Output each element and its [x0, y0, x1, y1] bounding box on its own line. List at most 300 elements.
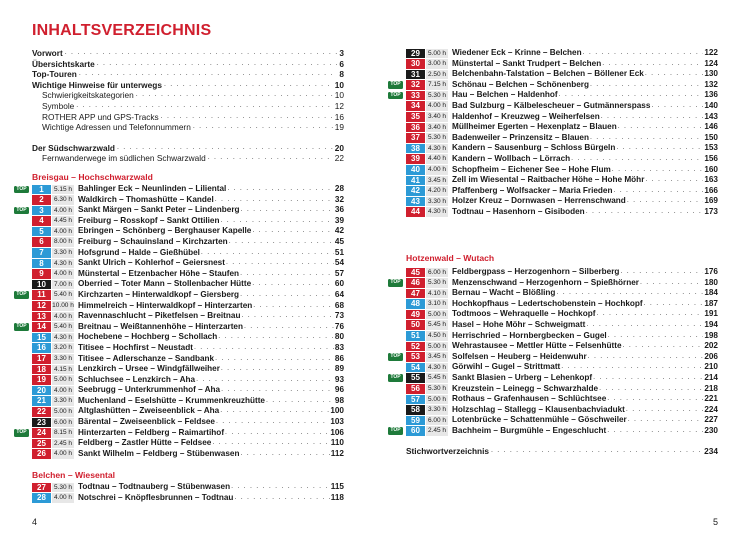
tour-entry[interactable]	[32, 279, 344, 290]
leader-dots	[196, 375, 334, 386]
tour-number: 34	[406, 101, 425, 111]
leader-dots	[240, 449, 329, 460]
tour-duration: 5.00 h	[427, 310, 447, 318]
tour-entry[interactable]	[32, 364, 344, 375]
leader-dots	[221, 364, 334, 375]
leader-dots	[586, 320, 703, 331]
index-label: Stichwortverzeichnis	[406, 446, 489, 456]
tour-name: Breitnau – Weißtannenhöhe – Hinterzarten	[78, 321, 243, 331]
tour-number: 11	[32, 290, 51, 300]
toc-entry[interactable]	[32, 122, 344, 133]
tour-duration: 2.50 h	[427, 70, 447, 78]
tour-number: 32	[406, 80, 425, 90]
page-number-right: 5	[712, 517, 718, 527]
leader-dots	[620, 267, 703, 278]
top-tour-badge: TOP	[388, 92, 403, 100]
leader-dots	[79, 69, 338, 80]
tour-duration: 5.45 h	[427, 374, 447, 382]
tour-duration: 4.30 h	[427, 363, 447, 371]
tour-name: Muchenland – Eselshütte – Krummenkreuzhütte	[78, 395, 265, 405]
tour-number: 30	[406, 59, 425, 69]
tour-entry[interactable]	[406, 331, 718, 342]
tour-number: 5	[32, 227, 51, 237]
toc-entry[interactable]	[32, 80, 344, 91]
tour-entry[interactable]	[32, 258, 344, 269]
tour-name: Todtnau – Hasenhorn – Gisiboden	[452, 206, 585, 216]
tour-duration: 5.30 h	[427, 385, 447, 393]
tour-page: 169	[704, 196, 718, 206]
tour-entry[interactable]	[32, 449, 344, 460]
leader-dots	[583, 48, 704, 59]
section-gap	[32, 133, 344, 143]
tour-page: 98	[334, 395, 344, 405]
tour-name: Todtmoos – Wehraquelle – Hochkopf	[452, 309, 596, 319]
tour-page: 36	[334, 205, 344, 215]
tour-duration: 5.00 h	[427, 49, 447, 57]
tour-entry[interactable]	[406, 133, 718, 144]
tour-number: 21	[32, 396, 51, 406]
tour-page: 60	[334, 279, 344, 289]
tour-name: Kirchzarten – Hinterwaldkopf – Giersberg	[78, 289, 240, 299]
tour-entry[interactable]	[32, 301, 344, 312]
tour-duration: 5.30 h	[427, 279, 447, 287]
tour-entry[interactable]	[32, 311, 344, 322]
tour-entry[interactable]	[16, 321, 344, 333]
tour-entry[interactable]	[406, 405, 718, 416]
tour-number: 52	[406, 342, 425, 352]
tour-entry[interactable]	[406, 101, 718, 112]
tour-entry[interactable]	[32, 385, 344, 396]
top-tour-badge: TOP	[388, 279, 403, 287]
tour-entry[interactable]	[406, 175, 718, 186]
leader-dots	[208, 153, 333, 164]
toc-entry-label: Symbole	[42, 100, 75, 111]
tour-page: 110	[330, 438, 344, 448]
tour-duration: 4.15 h	[53, 365, 73, 373]
top-tour-badge: TOP	[388, 427, 403, 435]
tour-page: 146	[704, 122, 718, 132]
tour-number: 36	[406, 123, 425, 133]
tour-name: Holzer Kreuz – Dornwasen – Herrenschwand	[452, 196, 626, 206]
tour-page: 93	[334, 374, 344, 384]
toc-entry-page: 8	[339, 69, 344, 80]
tour-duration: 3.20 h	[53, 344, 73, 352]
leader-dots	[161, 112, 333, 123]
toc-entry-label: Der Südschwarzwald	[32, 142, 115, 153]
tour-name: Solfelsen – Heuberg – Heidenwuhr	[452, 351, 587, 361]
leader-dots	[65, 48, 338, 59]
tour-number: 51	[406, 331, 425, 341]
leader-dots	[231, 482, 330, 493]
tour-duration: 4.30 h	[427, 208, 447, 216]
tour-entry[interactable]	[406, 122, 718, 133]
tour-entry[interactable]	[390, 277, 718, 289]
toc-entry-page: 22	[334, 153, 344, 164]
tour-number: 53	[406, 352, 425, 362]
tour-entry[interactable]	[32, 406, 344, 417]
tour-number: 7	[32, 248, 51, 258]
leader-dots	[220, 406, 329, 417]
leader-dots	[218, 332, 334, 343]
toc-entry[interactable]	[32, 48, 344, 59]
tour-number: 59	[406, 416, 425, 426]
tour-duration: 4.00 h	[53, 494, 73, 502]
leader-dots	[586, 207, 704, 218]
tour-duration: 4.45 h	[53, 217, 73, 225]
tour-entry[interactable]	[32, 332, 344, 343]
toc-entry-page: 12	[334, 100, 344, 111]
toc-entry-label: Fernwanderwege im südlichen Schwarzwald	[42, 153, 206, 164]
leader-dots	[559, 90, 704, 101]
tour-page: 32	[334, 194, 344, 204]
tour-name: Kandern – Wollbach – Lörrach	[452, 153, 571, 163]
leader-dots	[221, 385, 334, 396]
tour-page: 210	[704, 362, 718, 372]
leader-dots	[612, 165, 704, 176]
tour-duration: 3.45 h	[427, 176, 447, 184]
tour-duration: 5.00 h	[427, 342, 447, 350]
tour-duration: 3.40 h	[427, 123, 447, 131]
tour-page: 57	[334, 268, 344, 278]
tour-name: Herrischried – Hornbergbecken – Gugel	[452, 330, 607, 340]
tour-page: 130	[704, 69, 718, 79]
tour-number: 26	[32, 449, 51, 459]
tour-name: Hochkopfhaus – Ledertschobenstein – Hochkopf	[452, 298, 643, 308]
tour-name: Bachheim – Burgmühle – Engeschlucht	[452, 425, 607, 435]
tour-number: 9	[32, 269, 51, 279]
tour-entry[interactable]	[32, 248, 344, 259]
tour-page: 224	[704, 404, 718, 414]
leader-dots	[607, 394, 703, 405]
tour-duration: 3.30 h	[53, 249, 73, 257]
tour-number: 45	[406, 268, 425, 278]
tour-entry[interactable]	[16, 427, 344, 439]
tour-entry[interactable]	[406, 143, 718, 154]
tour-number: 38	[406, 144, 425, 154]
tour-page: 45	[334, 236, 344, 246]
tour-entry[interactable]	[16, 184, 344, 195]
tour-entry[interactable]	[32, 354, 344, 365]
toc-entry-label: Schwierigkeitskategorien	[42, 90, 134, 101]
tour-page: 103	[330, 417, 344, 427]
tour-page: 140	[704, 100, 718, 110]
tour-page: 173	[704, 206, 718, 216]
tour-name: Lenzkirch – Ursee – Windgfällweiher	[78, 364, 220, 374]
top-tour-badge: TOP	[388, 81, 403, 89]
tour-name: Haldenhof – Kreuzweg – Weiherfelsen	[452, 111, 600, 121]
leader-dots	[556, 288, 703, 299]
tour-page: 80	[334, 332, 344, 342]
tour-page: 118	[330, 492, 344, 502]
leader-dots	[571, 154, 703, 165]
tour-entry[interactable]	[32, 438, 344, 449]
leader-dots	[244, 322, 334, 333]
tour-page: 54	[334, 258, 344, 268]
tour-duration: 4.20 h	[427, 187, 447, 195]
leader-dots	[240, 290, 334, 301]
tour-entry[interactable]	[406, 299, 718, 310]
tour-duration: 5.00 h	[53, 376, 73, 384]
toc-entry[interactable]	[32, 69, 344, 80]
tour-page: 76	[334, 321, 344, 331]
tour-name: Hofsgrund – Halde – Gießhübel	[78, 247, 200, 257]
tour-list-hotzenwald	[390, 267, 718, 437]
tour-duration: 7.00 h	[53, 280, 73, 288]
leader-dots	[227, 184, 334, 195]
tour-entry[interactable]	[406, 154, 718, 165]
tour-page: 68	[334, 300, 344, 310]
tour-entry[interactable]	[16, 205, 344, 216]
tour-entry[interactable]	[390, 79, 718, 91]
tour-page: 206	[704, 351, 718, 361]
tour-name: Kandern – Sausenburg – Schloss Bürgeln	[452, 143, 616, 153]
tour-page: 64	[334, 289, 344, 299]
leader-dots	[221, 216, 334, 227]
tour-number: 22	[32, 407, 51, 417]
tour-number: 24	[32, 428, 51, 438]
tour-entry[interactable]	[406, 415, 718, 426]
tour-entry[interactable]	[390, 351, 718, 363]
tour-entry[interactable]	[32, 216, 344, 227]
toc-entry-page: 6	[339, 58, 344, 69]
tour-number: 40	[406, 165, 425, 175]
tour-entry[interactable]	[32, 237, 344, 248]
tour-name: Todtnau – Todtnauberg – Stübenwasen	[78, 482, 231, 491]
tour-number: 44	[406, 207, 425, 217]
tour-number: 54	[406, 363, 425, 373]
tour-entry[interactable]	[406, 112, 718, 123]
tour-duration: 4.30 h	[427, 144, 447, 152]
tour-page: 132	[704, 79, 718, 89]
tour-duration: 3.00 h	[427, 60, 447, 68]
toc-entry[interactable]	[32, 153, 344, 164]
tour-entry[interactable]	[32, 482, 344, 493]
tour-entry[interactable]	[32, 226, 344, 237]
tour-name: Görwihl – Gugel – Strittmatt	[452, 362, 561, 372]
leader-dots	[561, 362, 703, 373]
tour-page: 96	[334, 385, 344, 395]
leader-dots	[628, 415, 704, 426]
tour-name: Schopfheim – Eichener See – Hohe Flum	[452, 164, 611, 174]
top-tour-badge: TOP	[14, 186, 29, 194]
tour-number: 17	[32, 354, 51, 364]
tour-entry[interactable]	[32, 195, 344, 206]
tour-name: Bahlinger Eck – Neunlinden – Liliental	[78, 184, 227, 193]
tour-name: Münstertal – Sankt Trudpert – Belchen	[452, 58, 602, 68]
tour-number: 14	[32, 322, 51, 332]
tour-number: 39	[406, 154, 425, 164]
tour-entry[interactable]	[406, 165, 718, 176]
tour-entry[interactable]	[406, 267, 718, 278]
tour-number: 19	[32, 375, 51, 385]
tour-name: Menzenschwand – Herzogenhorn – Spießhörner	[452, 277, 639, 287]
tour-name: Feldbergpass – Herzogenhorn – Silberberg	[452, 267, 620, 276]
tour-entry[interactable]	[390, 372, 718, 384]
top-tour-badge: TOP	[14, 429, 29, 437]
tour-duration: 4.00 h	[53, 450, 73, 458]
leader-dots	[229, 237, 334, 248]
tour-number: 23	[32, 418, 51, 428]
tour-name: Hochebene – Hochberg – Schollach	[78, 332, 218, 342]
tour-number: 3	[32, 206, 51, 216]
tour-entry[interactable]	[406, 59, 718, 70]
leader-dots	[241, 311, 333, 322]
toc-entry[interactable]	[32, 112, 344, 123]
tour-entry[interactable]	[32, 417, 344, 428]
index-page: 234	[704, 446, 718, 456]
leader-dots	[136, 90, 333, 101]
leader-dots	[226, 258, 334, 269]
tour-duration: 4.00 h	[53, 386, 73, 394]
leader-dots	[215, 354, 334, 365]
region-heading-breisgau: Breisgau – Hochschwarzwald	[32, 172, 153, 182]
leader-dots	[607, 426, 703, 437]
tour-duration: 3.30 h	[53, 355, 73, 362]
tour-number: 13	[32, 312, 51, 322]
tour-entry[interactable]	[406, 362, 718, 373]
toc-entry[interactable]	[32, 143, 344, 154]
toc-entry[interactable]	[32, 90, 344, 101]
tour-duration: 4.30 h	[53, 333, 73, 341]
tour-duration: 8.15 h	[53, 429, 73, 437]
tour-page: 227	[704, 415, 718, 425]
tour-duration: 5.30 h	[53, 483, 73, 491]
tour-entry[interactable]	[406, 394, 718, 405]
leader-dots	[117, 143, 333, 154]
leader-dots	[627, 196, 704, 207]
leader-dots	[201, 248, 334, 259]
tour-duration: 4.40 h	[427, 155, 447, 163]
tour-entry[interactable]	[390, 425, 718, 437]
tour-duration: 6.00 h	[427, 268, 447, 276]
tour-number: 47	[406, 289, 425, 299]
leader-dots	[645, 69, 703, 80]
tour-duration: 4.10 h	[427, 289, 447, 297]
toc-entry-page: 10	[334, 90, 344, 101]
tour-page: 106	[330, 427, 344, 437]
tour-name: Kreuzstein – Leinegg – Schwarzhalde	[452, 383, 599, 393]
tour-list-breisgau	[16, 184, 344, 459]
tour-entry[interactable]	[406, 341, 718, 352]
tour-name: Wehrastausee – Mettler Hütte – Felsenhütte	[452, 341, 622, 351]
leader-dots	[76, 101, 332, 112]
tour-duration: 3.45 h	[427, 353, 447, 361]
leader-dots	[252, 226, 334, 237]
tour-duration: 3.40 h	[427, 113, 447, 121]
tour-page: 73	[334, 311, 344, 321]
tour-entry[interactable]	[406, 288, 718, 299]
tour-entry[interactable]	[32, 375, 344, 386]
tour-name: Badenweiler – Prinzensitz – Blauen	[452, 132, 589, 142]
tour-name: Himmelreich – Hinterwaldkopf – Hinterzarten	[78, 300, 253, 310]
tour-page: 166	[704, 185, 718, 195]
tour-entry[interactable]	[16, 289, 344, 301]
tour-duration: 8.00 h	[53, 238, 73, 246]
leader-dots	[590, 133, 703, 144]
tour-name: Titisee – Hochfirst – Neustadt	[78, 342, 193, 352]
tour-entry[interactable]	[32, 493, 344, 504]
tour-page: 89	[334, 364, 344, 374]
tour-page: 180	[704, 277, 718, 287]
tour-entry[interactable]	[32, 269, 344, 280]
right-page	[375, 0, 750, 535]
tour-name: Hasel – Hohe Möhr – Schweigmatt	[452, 319, 586, 329]
toc-entry-page: 19	[334, 122, 344, 133]
tour-entry[interactable]	[406, 48, 718, 59]
leader-dots	[608, 331, 704, 342]
tour-duration: 5.40 h	[53, 323, 73, 331]
tour-entry[interactable]	[32, 343, 344, 354]
tour-page: 143	[704, 111, 718, 121]
tour-number: 29	[406, 49, 425, 59]
toc-entry-page: 10	[334, 79, 344, 90]
tour-number: 57	[406, 395, 425, 405]
tour-entry[interactable]	[32, 396, 344, 407]
tour-entry[interactable]	[406, 186, 718, 197]
leader-dots	[216, 417, 329, 428]
toc-entry-label: Wichtige Adressen und Telefonnummern	[42, 122, 191, 133]
tour-name: Holzschlag – Stallegg – Klausenbachviadukt	[452, 404, 625, 414]
tour-entry[interactable]	[406, 207, 718, 218]
tour-name: Belchenbahn-Talstation – Belchen – Böllener Eck	[452, 69, 644, 79]
leader-dots	[623, 341, 704, 352]
top-tour-badge: TOP	[388, 374, 403, 382]
tour-entry[interactable]	[390, 90, 718, 101]
tour-entry[interactable]	[406, 320, 718, 331]
tour-page: 214	[704, 372, 718, 382]
leader-dots	[241, 205, 334, 216]
tour-name: Waldkirch – Thomashütte – Kandel	[78, 194, 214, 204]
tour-number: 16	[32, 343, 51, 353]
tour-duration: 4.00 h	[53, 270, 73, 278]
tour-number: 41	[406, 176, 425, 186]
toc-entry-label: ROTHER APP und GPS-Tracks	[42, 111, 159, 122]
tour-number: 31	[406, 70, 425, 80]
tour-name: Bernau – Wacht – Blößling	[452, 288, 556, 298]
tour-page: 51	[334, 247, 344, 257]
tour-duration: 10.00 h	[52, 302, 74, 310]
leader-dots	[588, 352, 704, 363]
tour-entry[interactable]	[406, 196, 718, 207]
tour-name: Hau – Belchen – Haldenhof	[452, 90, 558, 100]
leader-dots	[593, 373, 703, 384]
leader-dots	[225, 428, 329, 439]
tour-entry[interactable]	[406, 309, 718, 320]
toc-entry-page: 16	[334, 111, 344, 122]
tour-number: 42	[406, 186, 425, 196]
tour-name: Wiedener Eck – Krinne – Belchen	[452, 48, 582, 57]
toc-entry[interactable]	[32, 101, 344, 112]
leader-dots	[491, 446, 702, 457]
tour-page: 194	[704, 319, 718, 329]
tour-page: 176	[704, 267, 718, 276]
tour-entry[interactable]	[406, 69, 718, 80]
leader-dots	[599, 384, 703, 395]
tour-name: Sankt Blasien – Urberg – Lehenkopf	[452, 372, 593, 382]
tour-page: 221	[704, 394, 718, 404]
tour-number: 1	[32, 185, 51, 195]
tour-entry[interactable]	[406, 384, 718, 395]
toc-entry[interactable]	[32, 59, 344, 70]
index-entry[interactable]	[406, 446, 718, 457]
top-tour-badge: TOP	[14, 323, 29, 331]
toc-entry-page: 20	[334, 142, 344, 153]
leader-dots	[601, 112, 704, 123]
tour-name: Bad Sulzburg – Kälbelescheuer – Gutmännerspass	[452, 100, 651, 110]
leader-dots	[253, 301, 334, 312]
tour-list-belchen-part2	[390, 48, 718, 218]
tour-duration: 3.30 h	[53, 397, 73, 405]
